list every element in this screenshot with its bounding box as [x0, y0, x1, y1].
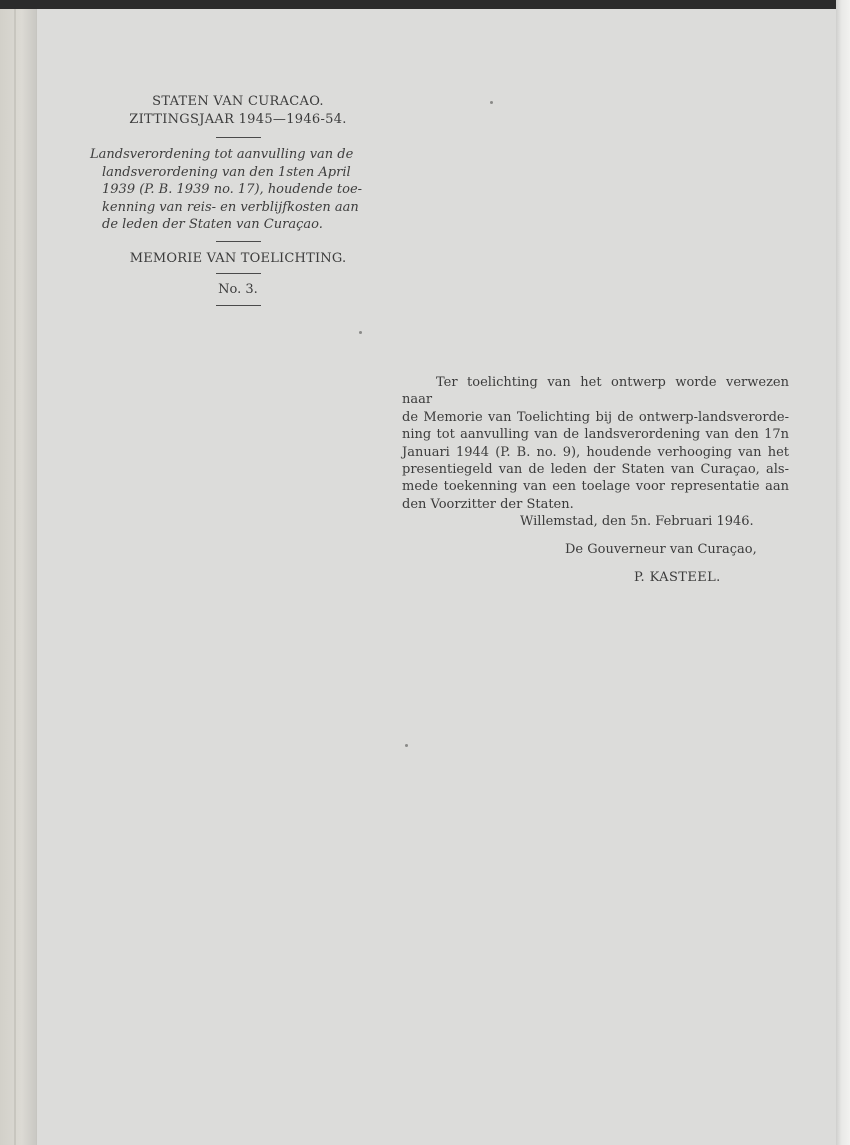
- subject-line: landsverordening van den 1sten April: [102, 164, 351, 180]
- document-header: [90, 93, 386, 306]
- memorie-heading: MEMORIE VAN TOELICHTING.: [129, 250, 347, 266]
- place-date: Willemstad, den 5n. Februari 1946.: [520, 514, 754, 529]
- paper-speck: [490, 101, 493, 104]
- subject-line: de leden der Staten van Curaçao.: [102, 217, 323, 232]
- scan-right-edge: [836, 0, 850, 1145]
- paragraph-line: presentiegeld van de leden der Staten van Curaçao, als-: [402, 462, 789, 478]
- scan-top-edge: [0, 0, 850, 9]
- paper-speck: [405, 744, 408, 747]
- signatory-name: P. KASTEEL.: [634, 570, 721, 585]
- explanation-paragraph: [402, 374, 789, 513]
- subject-line: 1939 (P. B. 1939 no. 17), houdende toe-: [102, 182, 363, 197]
- title-zittingsjaar: ZITTINGSJAAR 1945—1946-54.: [129, 112, 347, 127]
- paragraph-line: Ter toelichting van het ontwerp worde verwezen naar: [402, 375, 789, 408]
- divider-rule: [216, 273, 261, 274]
- paragraph-line: ning tot aanvulling van de landsverordening van den 17n: [402, 427, 789, 443]
- divider-rule: [216, 241, 261, 242]
- binding-fold: [14, 9, 16, 1145]
- paper-speck: [359, 331, 362, 334]
- divider-rule: [216, 137, 261, 138]
- binding-strip: [0, 9, 37, 1145]
- subject-line: kenning van reis- en verblijfkosten aan: [102, 199, 359, 215]
- divider-rule: [216, 305, 261, 306]
- paragraph-line: de Memorie van Toelichting bij de ontwerp-landsverorde-: [402, 409, 789, 425]
- document-number: No. 3.: [218, 281, 258, 297]
- paragraph-line: mede toekenning van een toelage voor representatie aan: [402, 479, 789, 495]
- paragraph-line: Januari 1944 (P. B. no. 9), houdende verhooging van het: [402, 444, 789, 460]
- title-staten: STATEN VAN CURACAO.: [152, 94, 324, 109]
- subject-text: [90, 146, 386, 234]
- signatory-role: De Gouverneur van Curaçao,: [565, 542, 757, 557]
- subject-line: Landsverordening tot aanvulling van de: [90, 147, 354, 162]
- paragraph-line: den Voorzitter der Staten.: [402, 496, 574, 512]
